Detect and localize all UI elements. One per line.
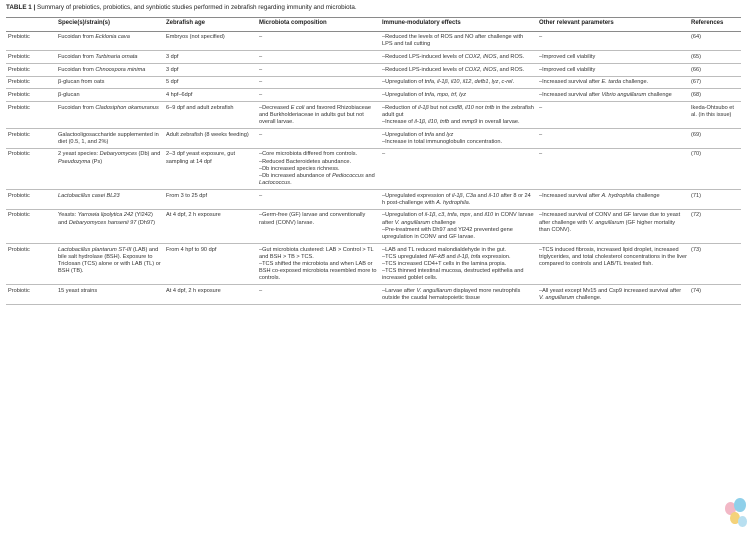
cell-species: β-glucan	[56, 89, 164, 102]
table-row	[6, 64, 741, 77]
table-row	[6, 76, 741, 89]
cell-age: Embryos (not specified)	[164, 31, 257, 51]
cell-other: –	[537, 148, 689, 189]
cell-microbiota: –	[257, 31, 380, 51]
cell-reference: (73)	[689, 244, 741, 285]
cell-type: Probiotic	[6, 244, 56, 285]
cell-other: –Improved cell viability	[537, 64, 689, 77]
cell-microbiota: –Germ-free (GF) larvae and conventionally raised (CONV) larvae.	[257, 209, 380, 243]
table-row	[6, 129, 741, 149]
header-immune: Immune-modulatory effects	[380, 18, 537, 32]
header-species: Specie(s)/strain(s)	[56, 18, 164, 32]
cell-type: Prebiotic	[6, 64, 56, 77]
cell-reference: (64)	[689, 31, 741, 51]
header-age: Zebrafish age	[164, 18, 257, 32]
table-row	[6, 209, 741, 243]
cell-immune: –Upregulation of tnfa, il-1β, il10, il12, defb1, lyz, c-rel.	[380, 76, 537, 89]
cell-type: Prebiotic	[6, 31, 56, 51]
table-row	[6, 244, 741, 285]
table-row	[6, 148, 741, 189]
cell-immune: –Upregulation of tnfa, mpo, trf, lyz	[380, 89, 537, 102]
header-type	[6, 18, 56, 32]
cell-species: Lactobacillus plantarum ST-III (LAB) and bile salt hydrolase (BSH). Exposure to Triclosan (TCS) alone or with LAB (TL) or BSH (TB).	[56, 244, 164, 285]
cell-microbiota: –Core microbiota differed from controls. –Reduced Bacteroidetes abundance. –Db increased species richness. –Db increased abundance of Pediococcus and Lactococcus.	[257, 148, 380, 189]
table-row	[6, 285, 741, 305]
balloon-blue	[734, 498, 746, 512]
cell-type: Probiotic	[6, 285, 56, 305]
cell-age: 6–9 dpf and adult zebrafish	[164, 102, 257, 129]
cell-age: Adult zebrafish (8 weeks feeding)	[164, 129, 257, 149]
cell-type: Prebiotic	[6, 102, 56, 129]
cell-age: 4 hpf–6dpf	[164, 89, 257, 102]
cell-microbiota: –	[257, 190, 380, 210]
cell-reference: (69)	[689, 129, 741, 149]
cell-species: Fucoidan from Cladosiphon okamuranus	[56, 102, 164, 129]
cell-type: Probiotic	[6, 148, 56, 189]
cell-microbiota: –Decreased E coli and favored Rhizobiaceae and Burkholderiaceae in adults gut but not overall larvae.	[257, 102, 380, 129]
cell-age: At 4 dpf, 2 h exposure	[164, 285, 257, 305]
cell-age: 5 dpf	[164, 76, 257, 89]
cell-other: –	[537, 31, 689, 51]
cell-other: –	[537, 102, 689, 129]
cell-microbiota: –	[257, 76, 380, 89]
table-caption-text: Summary of prebiotics, probiotics, and synbiotic studies performed in zebrafish regarding immunity and microbiota.	[37, 4, 357, 11]
cell-microbiota: –	[257, 129, 380, 149]
cell-immune: –Upregulation of il-1β, c3, tnfa, mpx, and il10 in CONV larvae after V. anguillarum challenge –Pre-treatment with Dh97 and Yl242 prevented gene upregulation in CONV and GF larvae.	[380, 209, 537, 243]
cell-reference: (68)	[689, 89, 741, 102]
cell-microbiota: –Gut microbiota clustered: LAB > Control > TL and BSH > TB > TCS. –TCS shifted the microbiota and when LAB or BSH co-exposed microbiota resembled more to controls.	[257, 244, 380, 285]
cell-microbiota: –	[257, 51, 380, 64]
cell-other: –Increased survival after E. tarda challenge.	[537, 76, 689, 89]
cell-species: Fucoidan from Turbinaria ornata	[56, 51, 164, 64]
cell-immune: –Upregulation of tnfa and lyz –Increase in total immunoglobulin concentration.	[380, 129, 537, 149]
cell-other: –TCS induced fibrosis, increased lipid droplet, increased triglycerides, and total cholesterol concentrations in the liver compared to controls and LAB/TL treated fish.	[537, 244, 689, 285]
cell-species: 2 yeast species: Debaryomyces (Db) and Pseudozyma (Ps)	[56, 148, 164, 189]
table-row	[6, 51, 741, 64]
cell-reference: Ikeda-Ohtsubo et al. (in this issue)	[689, 102, 741, 129]
cell-other: –Increased survival after A. hydrophila challenge	[537, 190, 689, 210]
cell-reference: (74)	[689, 285, 741, 305]
studies-table	[6, 17, 741, 305]
cell-age: 3 dpf	[164, 51, 257, 64]
table-row	[6, 31, 741, 51]
cell-age: From 3 to 25 dpf	[164, 190, 257, 210]
cell-type: Prebiotic	[6, 129, 56, 149]
balloon-lightblue	[738, 516, 747, 527]
table-body	[6, 31, 741, 305]
table-row	[6, 102, 741, 129]
cell-immune: –Reduced LPS-induced levels of COX2, iNOS, and ROS.	[380, 64, 537, 77]
cell-age: 3 dpf	[164, 64, 257, 77]
cell-type: Prebiotic	[6, 76, 56, 89]
cell-other: –Improved cell viability	[537, 51, 689, 64]
cell-type: Probiotic	[6, 190, 56, 210]
cell-species: Yeasts: Yarrowia lipolytica 242 (Yl242) and Debaryomyces hansenii 97 (Dh97)	[56, 209, 164, 243]
cell-type: Probiotic	[6, 209, 56, 243]
cell-immune: –Reduced the levels of ROS and NO after challenge with LPS and tail cutting	[380, 31, 537, 51]
cell-species: Fucoidan from Ecklonia cava	[56, 31, 164, 51]
table-label: TABLE 1 |	[6, 4, 36, 11]
cell-age: 2–3 dpf yeast exposure, gut sampling at 14 dpf	[164, 148, 257, 189]
cell-other: –	[537, 129, 689, 149]
cell-species: Fucoidan from Chnoospora minima	[56, 64, 164, 77]
cell-reference: (71)	[689, 190, 741, 210]
cell-age: At 4 dpf, 2 h exposure	[164, 209, 257, 243]
table-row	[6, 89, 741, 102]
header-other: Other relevant parameters	[537, 18, 689, 32]
cell-immune: –Reduction of il-1β but not cxdl8, il10 nor tnfb in the zebrafish adult gut –Increase of il-1β, il10, tnfb and mmp9 in overall larvae.	[380, 102, 537, 129]
cell-type: Prebiotic	[6, 89, 56, 102]
cell-species: β-glucan from oats	[56, 76, 164, 89]
cell-immune: –Larvae after V. anguillarum displayed more neutrophils outside the caudal hematopoietic tissue	[380, 285, 537, 305]
cell-species: Galactooligosaccharide supplemented in diet (0.5, 1, and 2%)	[56, 129, 164, 149]
cell-species: 15 yeast strains	[56, 285, 164, 305]
cell-other: –Increased survival after Vibrio anguillarum challenge	[537, 89, 689, 102]
cell-reference: (70)	[689, 148, 741, 189]
cell-immune: –Upregulated expression of il-1β, C3a and il-10 after 8 or 24 h post-challenge with A. hydrophila.	[380, 190, 537, 210]
cell-microbiota: –	[257, 89, 380, 102]
cell-microbiota: –	[257, 285, 380, 305]
cell-immune: –	[380, 148, 537, 189]
cell-immune: –LAB and TL reduced malondialdehyde in the gut. –TCS upregulated NF-kB and il-1β, tnfa expression. –TCS increased CD4+T cells in the lamina propia. –TCS thinned intestinal mucosa, destructed epithelia and increased goblet cells.	[380, 244, 537, 285]
cell-reference: (67)	[689, 76, 741, 89]
header-microbiota: Microbiota composition	[257, 18, 380, 32]
cell-reference: (65)	[689, 51, 741, 64]
header-references: References	[689, 18, 741, 32]
cell-microbiota: –	[257, 64, 380, 77]
cell-immune: –Reduced LPS-induced levels of COX2, iNOS, and ROS.	[380, 51, 537, 64]
cell-other: –All yeast except Mv15 and Csp9 increased survival after V. anguillarum challenge.	[537, 285, 689, 305]
table-caption	[6, 4, 741, 12]
cell-type: Prebiotic	[6, 51, 56, 64]
cell-other: –Increased survival of CONV and GF larvae due to yeast after challenge with V. anguillarum (GF higher mortality than CONV).	[537, 209, 689, 243]
cell-reference: (66)	[689, 64, 741, 77]
cell-age: From 4 hpf to 90 dpf	[164, 244, 257, 285]
balloons-icon	[724, 498, 748, 532]
cell-species: Lactobacillus casei BL23	[56, 190, 164, 210]
table-row	[6, 190, 741, 210]
table-header-row	[6, 18, 741, 32]
cell-reference: (72)	[689, 209, 741, 243]
